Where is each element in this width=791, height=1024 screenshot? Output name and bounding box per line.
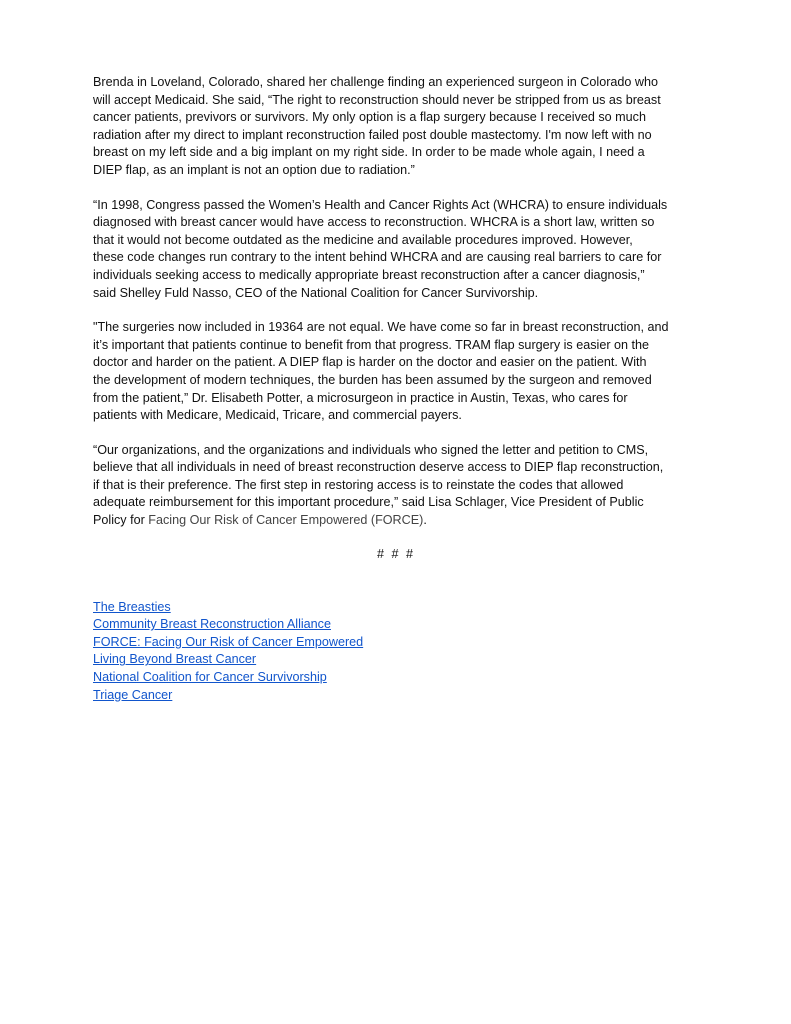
text-line: doctor and harder on the patient. A DIEP flap is harder on the doctor and easier on the patient. With: [93, 355, 647, 370]
text-line: from the patient,” Dr. Elisabeth Potter, a microsurgeon in practice in Austin, Texas, who cares for: [93, 390, 628, 405]
text-line: that it would not become outdated as the medicine and available procedures improved. However,: [93, 232, 633, 247]
list-item: [93, 669, 699, 687]
text-line: if that is their preference. The first step in restoring access is to reinstate the codes that allowed: [93, 477, 624, 492]
list-item: [93, 687, 699, 705]
end-separator: # # #: [376, 546, 415, 561]
paragraph-potter-quote: [93, 319, 699, 425]
text-line: Brenda in Loveland, Colorado, shared her challenge finding an experienced surgeon in Colorado who: [93, 75, 659, 89]
list-item: [93, 599, 699, 617]
text-line: diagnosed with breast cancer would have access to reconstruction. WHCRA is a short law, written so: [93, 215, 655, 230]
text-line: radiation after my direct to implant reconstruction failed post double mastectomy. I'm now left with no: [93, 127, 652, 142]
paragraph-whcra-quote: [93, 197, 699, 303]
text-line: will accept Medicaid. She said, “The right to reconstruction should never be stripped from us as breast: [93, 92, 661, 107]
text-line: these code changes run contrary to the intent behind WHCRA and are causing real barriers to care for: [93, 250, 662, 265]
text-fragment: Policy for: [93, 513, 149, 528]
text-line: cancer patients, previvors or survivors. My only option is a flap surgery because I received so much: [93, 110, 646, 125]
link-living-beyond-breast-cancer[interactable]: Living Beyond Breast Cancer: [93, 652, 257, 667]
text-line: individuals seeking access to medically appropriate breast reconstruction after a cancer diagnosis,”: [93, 267, 645, 282]
list-item: [93, 634, 699, 652]
link-triage-cancer[interactable]: Triage Cancer: [93, 687, 173, 702]
list-item: [93, 616, 699, 634]
text-line: [93, 512, 699, 530]
document-page: [93, 74, 699, 704]
text-line: said Shelley Fuld Nasso, CEO of the National Coalition for Cancer Survivorship.: [93, 285, 539, 300]
text-line: adequate reimbursement for this important procedure,” said Lisa Schlager, Vice President of Public: [93, 495, 644, 510]
link-force[interactable]: FORCE: Facing Our Risk of Cancer Empowered: [93, 634, 364, 649]
paragraph-schlager-quote: [93, 442, 699, 530]
text-line: it’s important that patients continue to benefit from that progress. TRAM flap surgery is easier on the: [93, 337, 650, 352]
text-line: the development of modern techniques, the burden has been assumed by the surgeon and removed: [93, 372, 652, 387]
text-fragment: .: [423, 513, 427, 528]
text-line: "The surgeries now included in 19364 are not equal. We have come so far in breast reconstruction, and: [93, 320, 669, 335]
text-line: patients with Medicare, Medicaid, Tricare, and commercial payers.: [93, 408, 462, 423]
paragraph-brenda-quote: [93, 74, 699, 180]
link-national-coalition-for-cancer-survivorship[interactable]: National Coalition for Cancer Survivorship: [93, 670, 327, 685]
text-line: DIEP flap, as an implant is not an option due to radiation.”: [93, 162, 415, 177]
link-community-breast-reconstruction-alliance[interactable]: Community Breast Reconstruction Alliance: [93, 617, 331, 632]
link-the-breasties[interactable]: The Breasties: [93, 599, 171, 614]
text-line: “Our organizations, and the organizations and individuals who signed the letter and petition to CMS,: [93, 442, 649, 457]
text-line: believe that all individuals in need of breast reconstruction deserve access to DIEP flap reconstruction,: [93, 460, 664, 475]
text-line: “In 1998, Congress passed the Women’s Health and Cancer Rights Act (WHCRA) to ensure individuals: [93, 197, 668, 212]
list-item: [93, 651, 699, 669]
force-org-name: Facing Our Risk of Cancer Empowered (FORCE): [148, 513, 424, 528]
text-line: breast on my left side and a big implant on my right side. In order to be made whole again, I need a: [93, 145, 645, 160]
organization-links: [93, 599, 699, 705]
